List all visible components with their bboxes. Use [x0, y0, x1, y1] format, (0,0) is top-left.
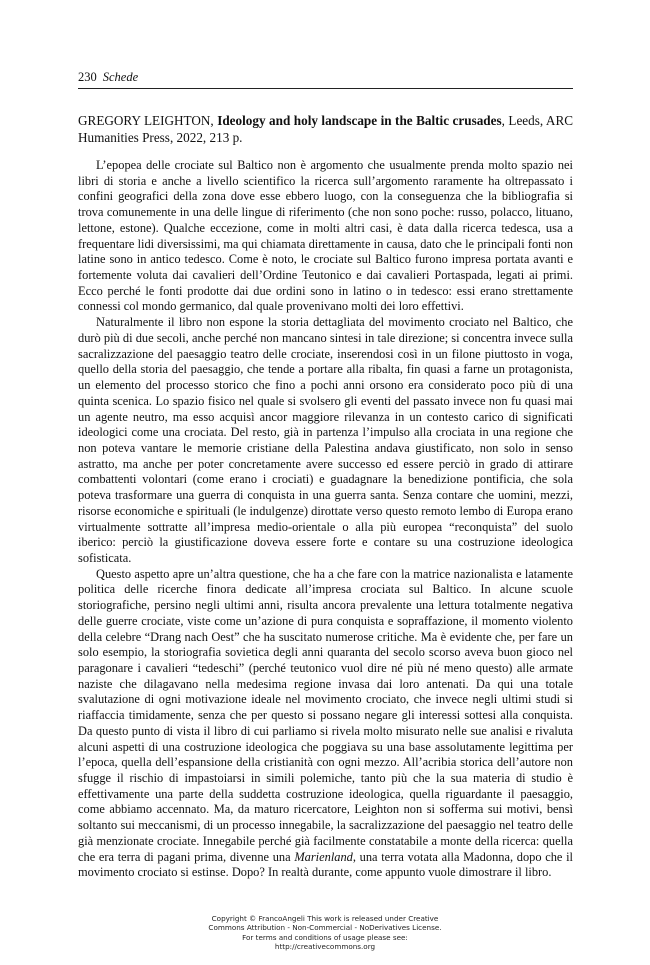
section-title: Schede	[102, 70, 139, 84]
citation-publication: , Leeds, ARC Humanities Press, 2022, 213 p.	[78, 113, 574, 145]
footer-line: Commons Attribution - Non-Commercial - NoDerivatives License.	[208, 923, 442, 933]
footer-line: For terms and conditions of usage please see:	[242, 932, 408, 942]
footer-line: Copyright © FrancoAngeli This work is released under Creative	[211, 914, 439, 923]
citation-author: GREGORY LEIGHTON,	[78, 113, 214, 128]
running-header	[78, 70, 573, 84]
paragraph-3	[78, 567, 573, 881]
review-body	[78, 158, 573, 881]
page-number: 230	[78, 70, 97, 84]
paragraph-3-italic-term: Marienland	[294, 849, 353, 864]
paragraph-3-text: Questo aspetto apre un’altra questione, che ha a che fare con la matrice nazionalista e latamente politica delle ricerche finora dedicate all’impresa crociata sul Baltico. In alcune scuole storiografiche, persino negli ultimi anni, risulta ancora prevalente una lettura totalmente negativa delle guerre crociate, viste come un’azione di pura conquista e sopraffazione, il momento violento della celebre “Drang nach Oest” che ha suscitato numerose critiche. Ma è evidente che, per fare un solo esempio, la storiografia sovietica degli anni quaranta del secolo scorso aveva buon gioco nel paragonare i cavalieri “tedeschi” (perché teutonico vuol dire né più né meno questo) alle armate naziste che dilagavano nella medesima regione invasa dai loro antenati. Da qui una totale svalutazione di ogni motivazione ideale nel movimento crociato, che invece negli ultimi studi si riaffaccia timidamente, senza che per questo si possano negare gli interessi sottesi alla conquista. Da questo punto di vista il libro di cui parliamo si rivela molto misurato nelle sue analisi e rivaluta alcuni aspetti di una costruzione ideologica che poggiava su una base assolutamente legittima per l’epoca, quella dell’espansione della cristianità con ogni mezzo. All’acribia storica dell’autore non sfugge il rischio di impastoiarsi in simili polemiche, tanto più che la sua materia di studio è effettivamente una parte della suddetta costruzione ideologica, quella riguardante il paesaggio, come abbiamo accennato. Ma, da maturo ricercatore, Leighton non si sofferma sui motivi, bensì soltanto sui meccanismi, di un processo innegabile, la sacralizzazione del paesaggio nel teatro delle già menzionate crociate. Innegabile perché già facilmente constatabile a monte della ricerca: quella che era terra di pagani prima, divenne una	[78, 566, 573, 864]
citation-title: Ideology and holy landscape in the Baltic crusades	[217, 113, 502, 128]
book-citation	[78, 112, 573, 146]
header-rule	[78, 88, 573, 89]
paragraph-2: Naturalmente il libro non espone la storia dettagliata del movimento crociato nel Baltico, che durò più di due secoli, anche perché non mancano sintesi in tale direzione; si concentra invece sulla sacralizzazione del paesaggio teatro delle crociate, inserendosi così in un filone piuttosto in voga, quello della storia del paesaggio, che tende a portare alla ribalta, fin quasi a farne un protagonista, un elemento del processo storico che fino a pochi anni orsono era considerato poco più di una quinta scenica. Lo spazio fisico nel quale si svolsero gli eventi del passato invece non fu quasi mai un agente neutro, ma esso acquisì ancor maggiore rilevanza in un contesto carico di significati ideologici come una crociata. Del resto, già in partenza l’impulso alla crociata in una regione che non poteva vantare le memorie cristiane della Palestina andava giustificato, non solo in senso astratto, ma anche per poter concretamente avere successo ed essere perciò in grado di attirare combattenti volontari (come erano i crociati) e guadagnare la benedizione pontificia, che sola poteva trasformare una guerra di conquista in una guerra santa. Senza contare che uomini, mezzi, risorse economiche e spirituali (le indulgenze) dirottate verso questo remoto lembo di Europa erano virtualmente sottratte all’impresa medio-orientale o alla più europea “reconquista” del suolo iberico: perciò la giustificazione doveva essere forte e contare su una costruzione ideologica sofisticata.	[78, 315, 573, 565]
paragraph-1: L’epopea delle crociate sul Baltico non è argomento che usualmente prenda molto spazio nei libri di storia e anche a livello scientifico la ricerca sull’argomento raramente ha oltrepassato i confini geografici della zona dove esse ebbero luogo, con la conseguenza che la bibliografia si trova comunemente in una delle lingue di riferimento (che non sono poche: russo, polacco, lituano, lettone, estone). Qualche eccezione, come in molti altri casi, è data dalla ricerca tedesca, usa a frequentare lidi diversissimi, ma qui chiamata direttamente in causa, dato che le principali fonti non latine sono in antico tedesco. Come è noto, le crociate sul Baltico furono impresa portata avanti e fortemente voluta dai cavalieri dell’Ordine Teutonico e dai cavalieri Portaspada, legati ai primi. Ecco perché le fonti prodotte dai due ordini sono in latino o in tedesco: essi erano strettamente connessi col mondo germanico, dal quale provenivano molti dei loro effettivi.	[78, 158, 573, 314]
paragraph-3-tail: , una terra votata alla Madonna, dopo che il movimento crociato si estinse. Dopo? In realtà durante, come appunto vuole dimostrare il libro.	[78, 849, 573, 880]
footer-link[interactable]: http://creativecommons.org	[274, 942, 376, 952]
license-footer	[150, 914, 500, 952]
